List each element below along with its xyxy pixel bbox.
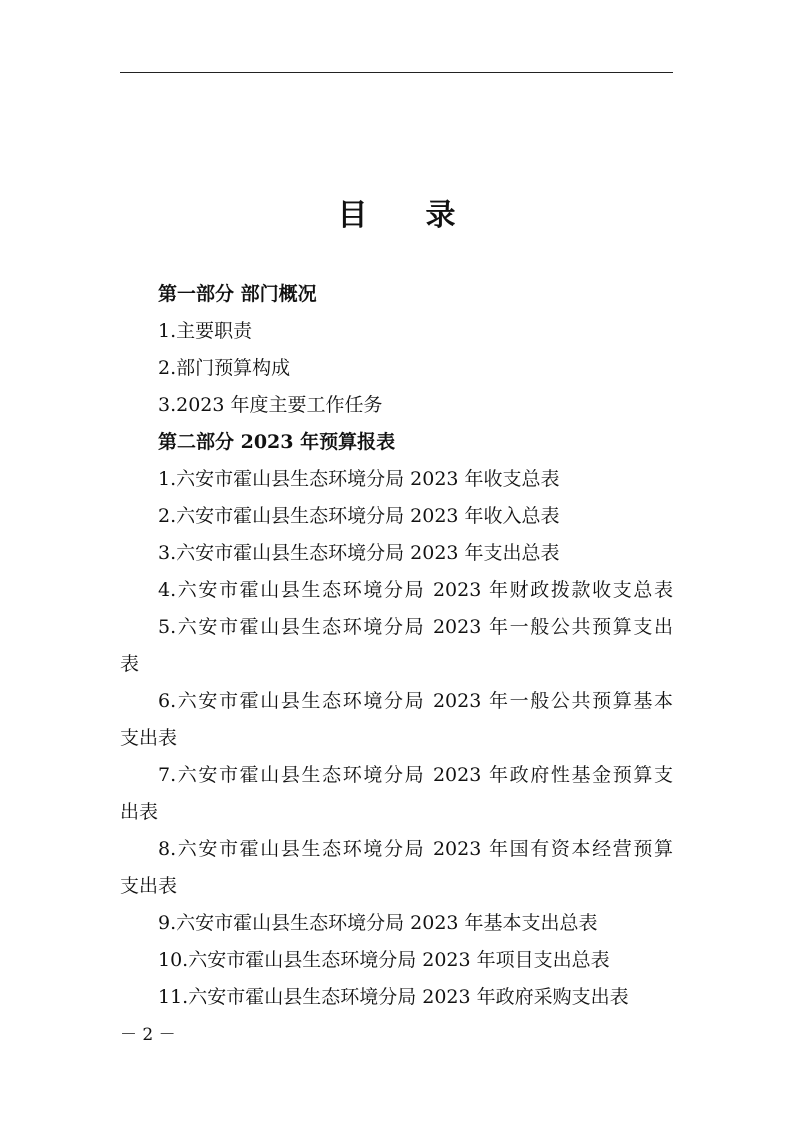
toc-item[interactable]: 1.六安市霍山县生态环境分局 2023 年收支总表 (158, 468, 560, 490)
toc-item[interactable]: 2.部门预算构成 (158, 357, 291, 379)
title-char-1: 目 (337, 198, 368, 233)
toc-item[interactable]: 5.六安市霍山县生态环境分局 2023 年一般公共预算支出 (158, 616, 673, 638)
toc-item-continuation[interactable]: 出表 (120, 801, 159, 823)
toc-item[interactable]: 9.六安市霍山县生态环境分局 2023 年基本支出总表 (158, 912, 598, 934)
title-char-2: 录 (425, 198, 456, 233)
toc-item[interactable]: 3.2023 年度主要工作任务 (158, 394, 383, 416)
toc-item[interactable]: 7.六安市霍山县生态环境分局 2023 年政府性基金预算支 (158, 764, 673, 786)
page-title (0, 196, 793, 236)
toc-item[interactable]: 6.六安市霍山县生态环境分局 2023 年一般公共预算基本 (158, 690, 673, 712)
toc-item[interactable]: 8.六安市霍山县生态环境分局 2023 年国有资本经营预算 (158, 838, 673, 860)
toc-item-continuation[interactable]: 表 (120, 653, 140, 675)
toc-part-2[interactable]: 第二部分 2023 年预算报表 (158, 431, 396, 453)
toc-item-continuation[interactable]: 支出表 (120, 875, 178, 897)
toc-item[interactable]: 3.六安市霍山县生态环境分局 2023 年支出总表 (158, 542, 560, 564)
toc-item[interactable]: 11.六安市霍山县生态环境分局 2023 年政府采购支出表 (158, 986, 629, 1008)
page-number: － 2 － (120, 1025, 176, 1045)
toc-item[interactable]: 1.主要职责 (158, 320, 253, 342)
toc-item[interactable]: 4.六安市霍山县生态环境分局 2023 年财政拨款收支总表 (158, 579, 673, 601)
toc-item[interactable]: 2.六安市霍山县生态环境分局 2023 年收入总表 (158, 505, 560, 527)
header-rule (120, 72, 673, 73)
toc-item-continuation[interactable]: 支出表 (120, 727, 178, 749)
table-of-contents (120, 276, 673, 1016)
toc-item[interactable]: 10.六安市霍山县生态环境分局 2023 年项目支出总表 (158, 949, 610, 971)
toc-part-1[interactable]: 第一部分 部门概况 (158, 283, 317, 305)
